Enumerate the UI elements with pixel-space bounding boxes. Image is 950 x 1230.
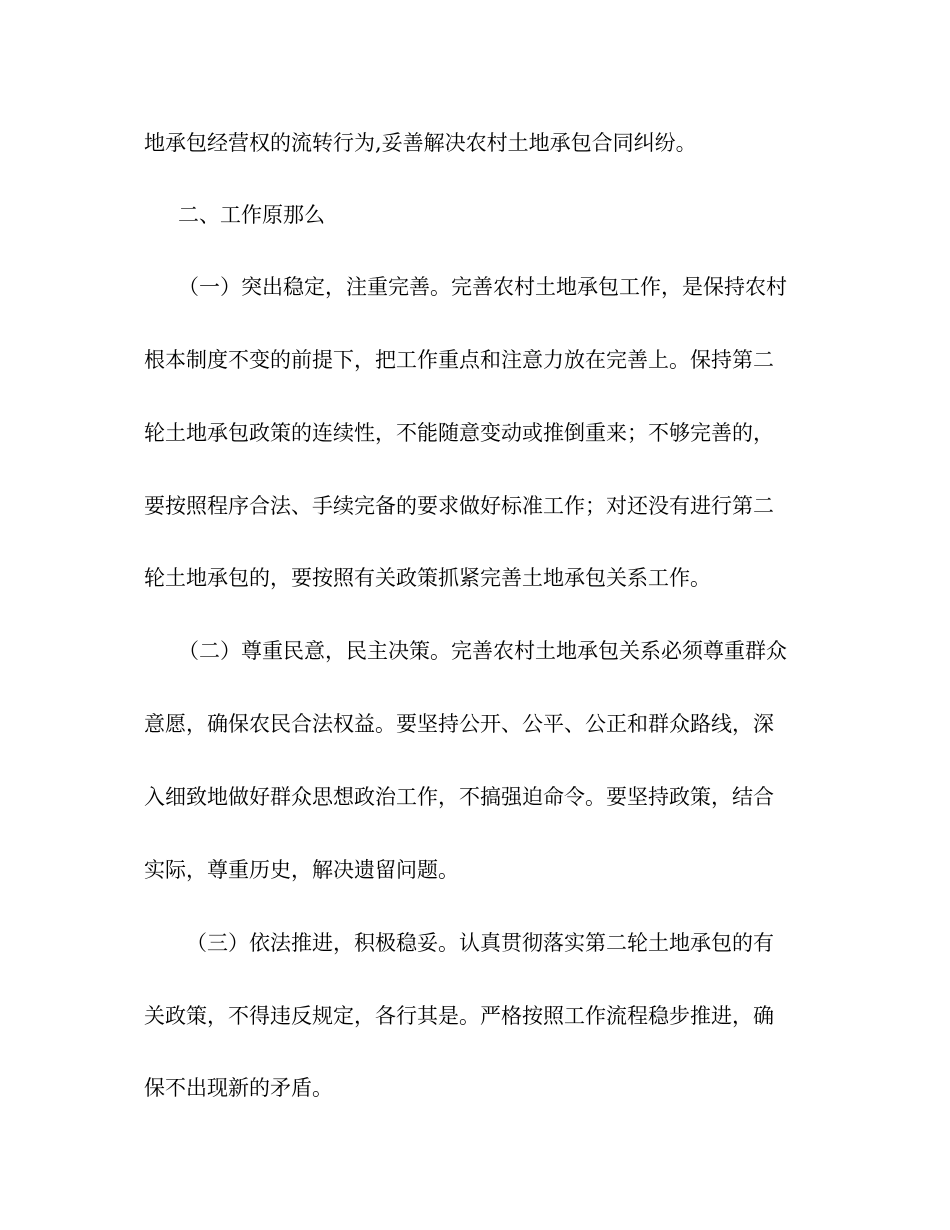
paragraph-line: （一）突出稳定，注重完善。完善农村土地承包工作，是保持农村 <box>178 275 787 299</box>
paragraph-line: 要按照程序合法、手续完备的要求做好标准工作；对还没有进行第二 <box>144 494 774 518</box>
paragraph-line: （三）依法推进，积极稳妥。认真贯彻落实第二轮土地承包的有 <box>186 931 774 955</box>
section-heading: 二、工作原那么 <box>178 203 325 227</box>
paragraph-line: 轮土地承包政策的连续性，不能随意变动或推倒重来；不够完善的， <box>144 421 774 445</box>
paragraph-line: 意愿，确保农民合法权益。要坚持公开、公平、公正和群众路线，深 <box>144 712 774 736</box>
paragraph-line: 地承包经营权的流转行为,妥善解决农村土地承包合同纠纷。 <box>144 131 697 155</box>
paragraph-line: 轮土地承包的，要按照有关政策抓紧完善土地承包关系工作。 <box>144 566 711 590</box>
paragraph-line: 入细致地做好群众思想政治工作，不搞强迫命令。要坚持政策，结合 <box>144 785 774 809</box>
paragraph-line: 实际，尊重历史，解决遗留问题。 <box>144 858 459 882</box>
paragraph-line: 根本制度不变的前提下，把工作重点和注意力放在完善上。保持第二 <box>144 348 774 372</box>
paragraph-line: （二）尊重民意，民主决策。完善农村土地承包关系必须尊重群众 <box>178 639 787 663</box>
paragraph-line: 关政策，不得违反规定，各行其是。严格按照工作流程稳步推进，确 <box>144 1004 774 1028</box>
paragraph-line: 保不出现新的矛盾。 <box>144 1076 333 1100</box>
